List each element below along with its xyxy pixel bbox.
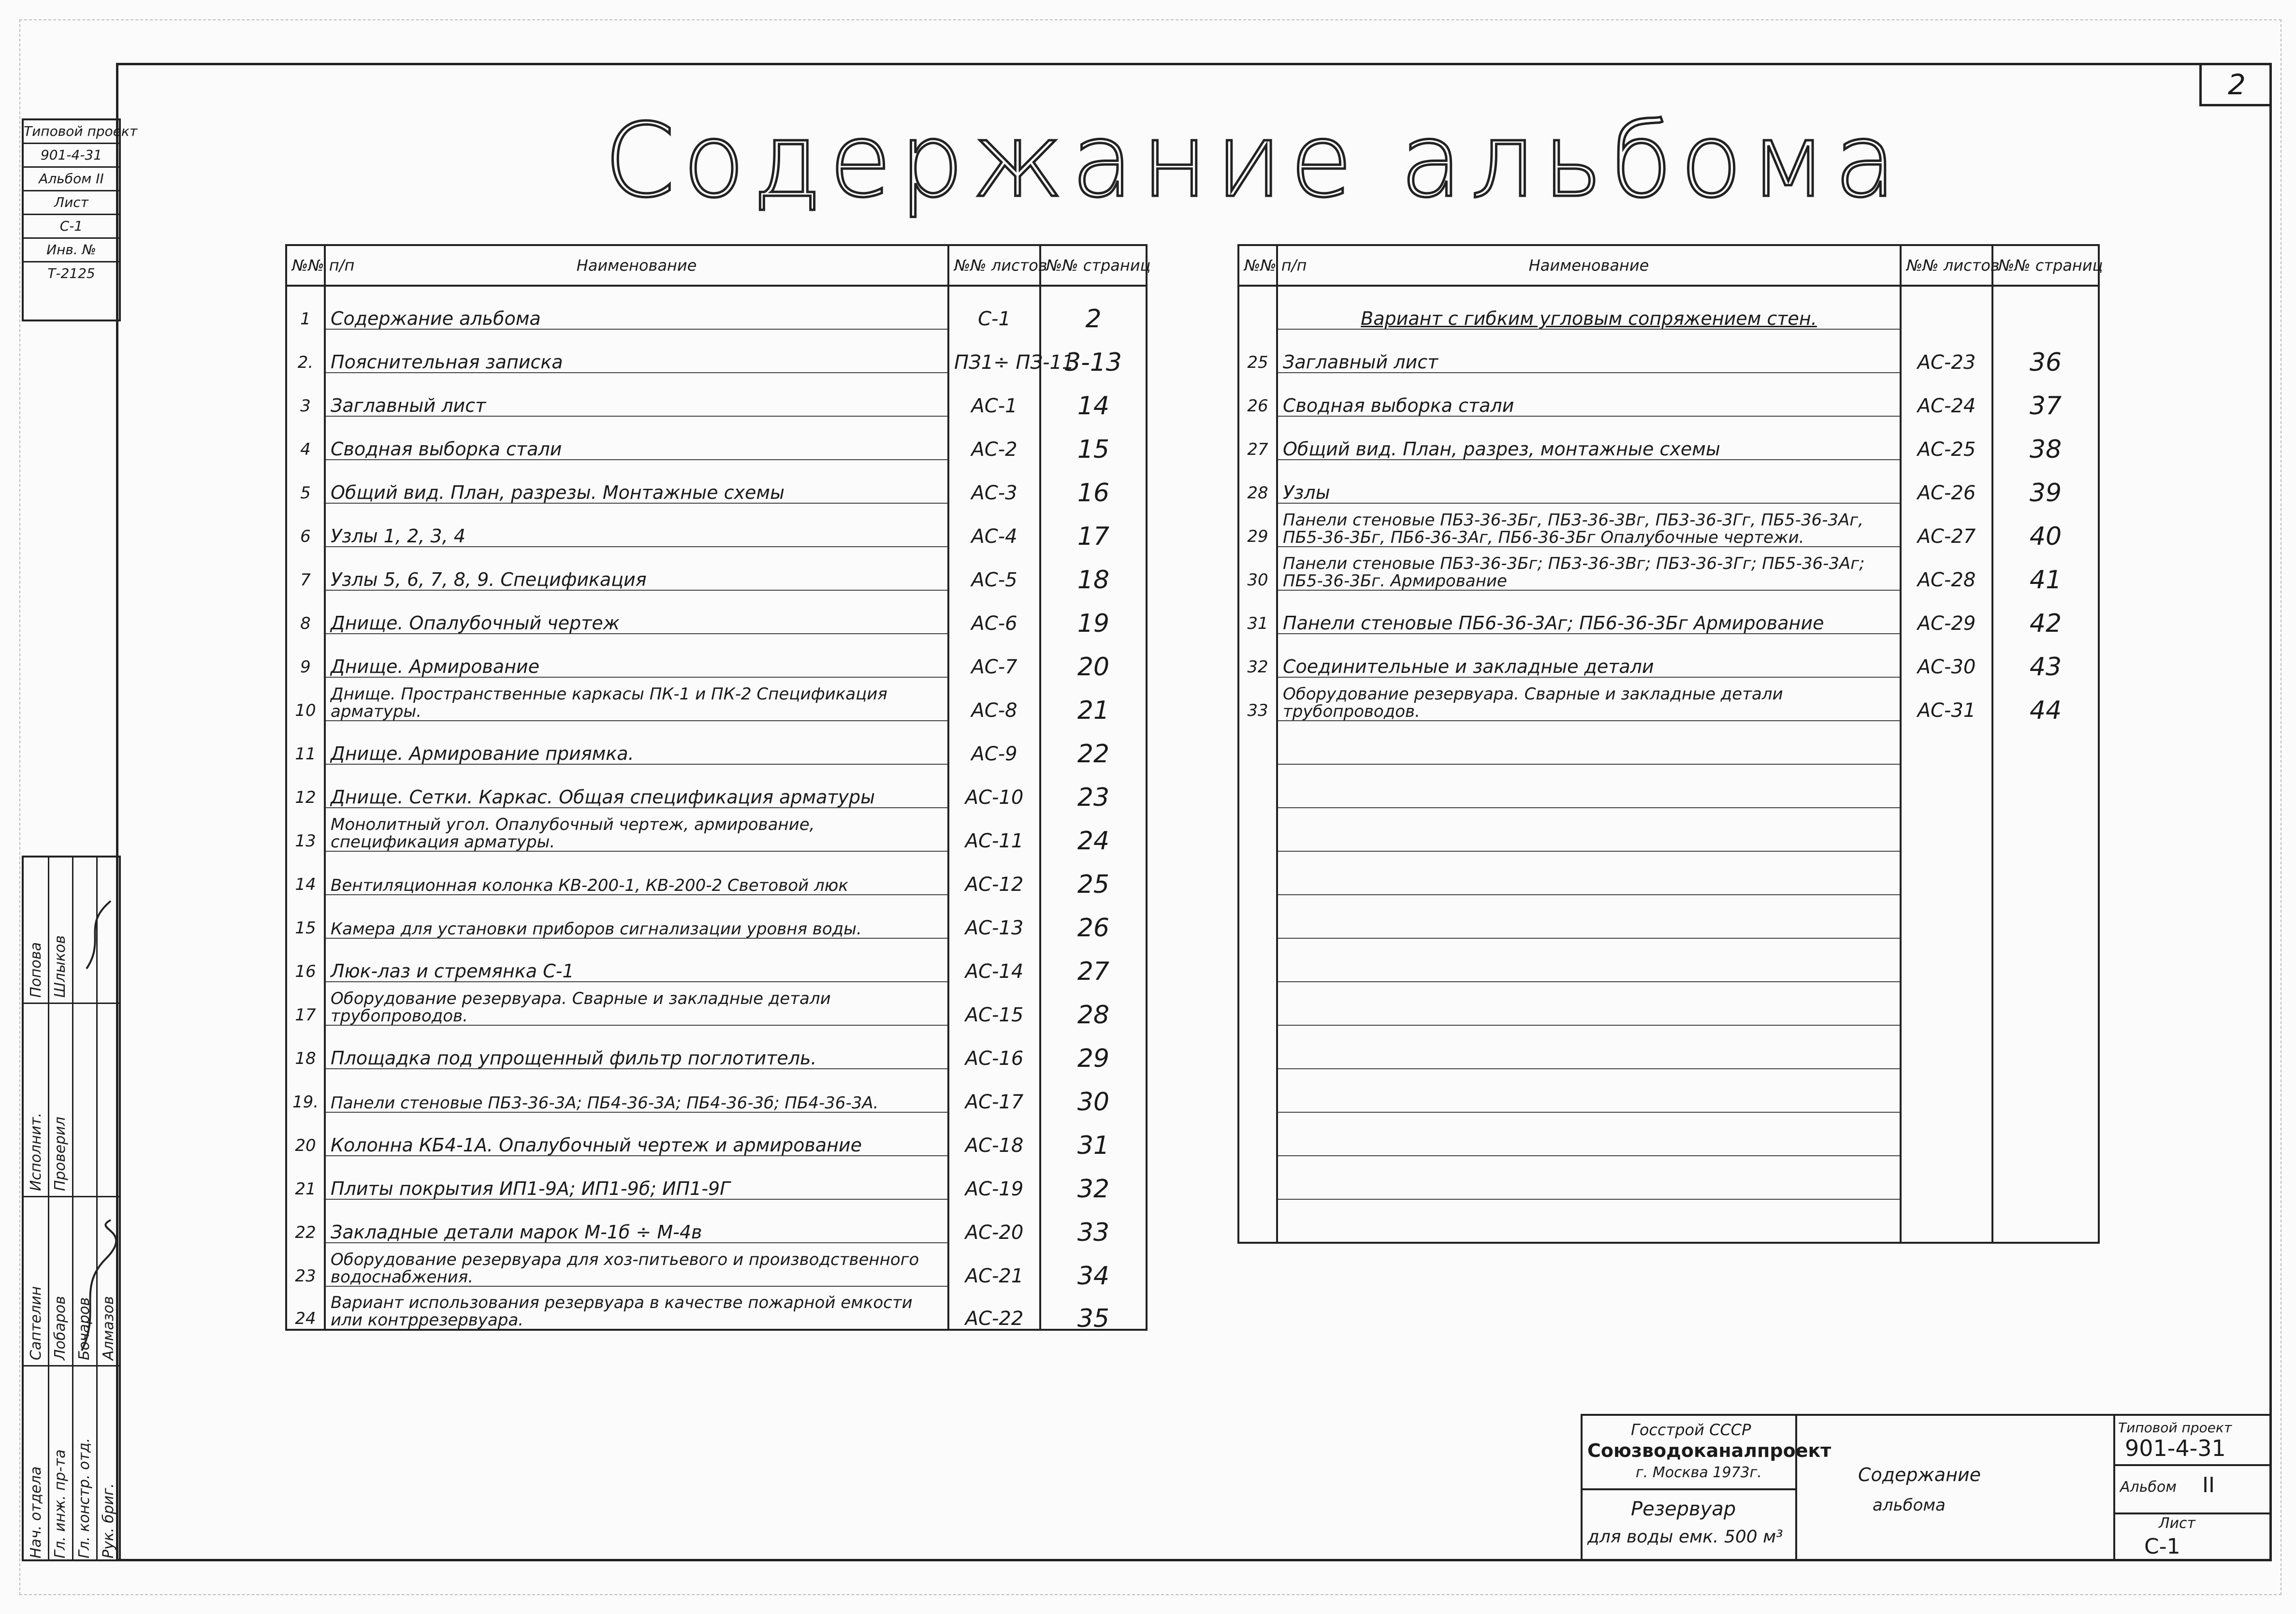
table-row: [1238, 460, 2099, 503]
stamp-name: Бочаров: [76, 1297, 93, 1360]
row-sheet: АС-20: [948, 1199, 1040, 1243]
stamp-line: Типовой проект: [24, 120, 119, 144]
row-number: 7: [286, 547, 325, 590]
table-row: [286, 938, 1147, 982]
object-line: Резервуар: [1631, 1498, 1736, 1520]
row-name: Днище. Армирование: [325, 634, 948, 677]
row-page: 37: [1992, 373, 2099, 416]
empty-row: [1238, 1112, 2099, 1156]
row-sheet: АС-17: [948, 1069, 1040, 1112]
sheet-title: Содержание: [1858, 1464, 1981, 1485]
table-row: [286, 982, 1147, 1025]
table-row: [286, 1025, 1147, 1069]
row-sheet: АС-15: [948, 982, 1040, 1025]
row-name: Заглавный лист: [325, 373, 948, 416]
table-row: [1238, 416, 2099, 460]
row-number: 24: [286, 1286, 325, 1330]
table-row: [286, 286, 1147, 329]
table-row: [286, 851, 1147, 895]
row-number: 12: [286, 764, 325, 808]
row-page: 41: [1992, 547, 2099, 590]
row-page: 23: [1040, 764, 1147, 808]
table-row: [286, 1112, 1147, 1156]
row-sheet: АС-30: [1901, 634, 1992, 677]
empty-row: [1238, 982, 2099, 1025]
stamp-line: Альбом II: [24, 168, 119, 191]
row-page: 34: [1040, 1243, 1147, 1286]
row-name: Днище. Опалубочный чертеж: [325, 590, 948, 634]
stamp-role: Проверил: [52, 1117, 69, 1191]
album-number: II: [2202, 1473, 2215, 1498]
row-name: Днище. Пространственные каркасы ПК-1 и ПК-2 Спецификация арматуры.: [325, 677, 948, 721]
row-page: 20: [1040, 634, 1147, 677]
row-page: 29: [1040, 1025, 1147, 1069]
table-row: [1238, 634, 2099, 677]
row-page: 15: [1040, 416, 1147, 460]
row-sheet: АС-8: [948, 677, 1040, 721]
row-sheet: АС-21: [948, 1243, 1040, 1286]
row-page: 22: [1040, 721, 1147, 764]
row-number: 1: [286, 286, 325, 329]
stamp-top: [22, 118, 138, 321]
header-pages: №№ страниц: [1992, 245, 2099, 286]
signature-image: [72, 1215, 120, 1360]
table-row: [1238, 677, 2099, 721]
row-name: Плиты покрытия ИП1-9А; ИП1-9б; ИП1-9Г: [325, 1156, 948, 1199]
row-name: Соединительные и закладные детали: [1277, 634, 1901, 677]
header-sheets: №№ листов: [1901, 245, 1992, 286]
empty-row: [1238, 1025, 2099, 1069]
stamp-divider: [24, 1003, 119, 1004]
table-row: [286, 1199, 1147, 1243]
row-name: Панели стеновые ПБ6-36-3Аг; ПБ6-36-3Бг Армирование: [1277, 590, 1901, 634]
row-number: 3: [286, 373, 325, 416]
empty-row: [1238, 1199, 2099, 1243]
row-name: Узлы: [1277, 460, 1901, 503]
header-num: №№ п/п: [286, 245, 325, 286]
row-name: Закладные детали марок М-1б ÷ М-4в: [325, 1199, 948, 1243]
row-sheet: АС-11: [948, 808, 1040, 851]
stamp-line: Т-2125: [47, 265, 95, 281]
row-name: Пояснительная записка: [325, 329, 948, 373]
stamp-name: Лобаров: [52, 1296, 69, 1360]
row-page: 32: [1040, 1156, 1147, 1199]
row-page: 31: [1040, 1112, 1147, 1156]
row-page: 2: [1040, 286, 1147, 329]
stamp-divider: [24, 1365, 119, 1367]
list-value: С-1: [2144, 1534, 2180, 1559]
header-sheets: №№ листов: [948, 245, 1040, 286]
row-name: Оборудование резервуара. Сварные и закладные детали трубопроводов.: [1277, 677, 1901, 721]
row-number: 32: [1238, 634, 1277, 677]
row-name: Заглавный лист: [1277, 329, 1901, 373]
row-sheet: АС-3: [948, 460, 1040, 503]
row-page: 42: [1992, 590, 2099, 634]
table-row: [1238, 503, 2099, 547]
row-sheet: АС-26: [1901, 460, 1992, 503]
row-sheet: АС-13: [948, 895, 1040, 938]
row-sheet: АС-23: [1901, 329, 1992, 373]
row-page: 16: [1040, 460, 1147, 503]
stamp-role: Гл. констр. отд.: [76, 1438, 93, 1558]
row-sheet: АС-18: [948, 1112, 1040, 1156]
stamp-name: Саптелин: [28, 1286, 44, 1360]
row-sheet: АС-1: [948, 373, 1040, 416]
header-name: Наименование: [1277, 245, 1901, 286]
row-sheet: С-1: [948, 286, 1040, 329]
row-number: 23: [286, 1243, 325, 1286]
row-name: Вариант использования резервуара в качестве пожарной емкости или контррезервуара.: [325, 1286, 948, 1330]
table-row: [1238, 286, 2099, 329]
row-name: Колонна КБ4-1А. Опалубочный чертеж и армирование: [325, 1112, 948, 1156]
row-name: Камера для установки приборов сигнализации уровня воды.: [325, 895, 948, 938]
row-page: 38: [1992, 416, 2099, 460]
row-number: 31: [1238, 590, 1277, 634]
row-sheet: АС-5: [948, 547, 1040, 590]
row-number: 28: [1238, 460, 1277, 503]
row-page: 27: [1040, 938, 1147, 982]
row-sheet: ПЗ1÷ ПЗ-11: [948, 329, 1040, 373]
stamp-name: Алмазов: [100, 1296, 117, 1360]
row-number: 6: [286, 503, 325, 547]
row-page: 35: [1040, 1286, 1147, 1330]
row-name: Сводная выборка стали: [325, 416, 948, 460]
row-page: 17: [1040, 503, 1147, 547]
row-name: Панели стеновые ПБ3-36-3Бг, ПБ3-36-3Вг, ПБ3-36-3Гг, ПБ5-36-3Аг, ПБ5-36-3Бг, ПБ6-36-3Аг, ПБ6-36-3Бг Опалубочные чертежи.: [1277, 503, 1901, 547]
empty-row: [1238, 1069, 2099, 1112]
row-page: 36: [1992, 329, 2099, 373]
table-row: [286, 460, 1147, 503]
row-number: 19.: [286, 1069, 325, 1112]
row-page: 33: [1040, 1199, 1147, 1243]
table-row: [286, 1243, 1147, 1286]
row-page: 39: [1992, 460, 2099, 503]
stamp-line: С-1: [24, 215, 119, 239]
project-label: Типовой проект: [2118, 1420, 2232, 1436]
row-page: 25: [1040, 851, 1147, 895]
row-number: 30: [1238, 547, 1277, 590]
row-page: 21: [1040, 677, 1147, 721]
sheet-title: альбома: [1873, 1496, 1946, 1515]
stamp-side: [22, 856, 121, 1561]
table-row: [286, 808, 1147, 851]
row-number: 5: [286, 460, 325, 503]
table-row: [286, 634, 1147, 677]
table-row: [1238, 373, 2099, 416]
empty-row: [1238, 851, 2099, 895]
row-number: 14: [286, 851, 325, 895]
row-number: 21: [286, 1156, 325, 1199]
title-block-org: [1583, 1416, 1831, 1559]
row-sheet: АС-12: [948, 851, 1040, 895]
table-row: [286, 895, 1147, 938]
row-page: 43: [1992, 634, 2099, 677]
contents-table-right: [1237, 244, 2103, 1244]
row-number: 4: [286, 416, 325, 460]
row-number: 13: [286, 808, 325, 851]
row-sheet: АС-2: [948, 416, 1040, 460]
row-name: Узлы 5, 6, 7, 8, 9. Спецификация: [325, 547, 948, 590]
row-number: 22: [286, 1199, 325, 1243]
row-number: 25: [1238, 329, 1277, 373]
row-page: 28: [1040, 982, 1147, 1025]
stamp-line: Лист: [24, 191, 119, 215]
title-block-project: [2113, 1416, 2270, 1559]
row-name: Оборудование резервуара для хоз-питьевого и производственного водоснабжения.: [325, 1243, 948, 1286]
empty-row: [1238, 1156, 2099, 1199]
header-num: №№ п/п: [1238, 245, 1277, 286]
row-name: Площадка под упрощенный фильтр поглотитель.: [325, 1025, 948, 1069]
empty-row: [1238, 721, 2099, 764]
row-number: 18: [286, 1025, 325, 1069]
org-line: Госстрой СССР: [1631, 1421, 1751, 1439]
empty-row: [1238, 938, 2099, 982]
row-name: Панели стеновые ПБ3-36-3Бг; ПБ3-36-3Вг; ПБ3-36-3Гг; ПБ5-36-3Аг; ПБ5-36-3Бг. Армирование: [1277, 547, 1901, 590]
row-page: 3-13: [1040, 329, 1147, 373]
row-sheet: АС-14: [948, 938, 1040, 982]
list-label: Лист: [2159, 1515, 2196, 1532]
signature-image: [72, 882, 120, 978]
row-number: 15: [286, 895, 325, 938]
row-name: Днище. Сетки. Каркас. Общая спецификация арматуры: [325, 764, 948, 808]
row-sheet: АС-9: [948, 721, 1040, 764]
row-sheet: АС-24: [1901, 373, 1992, 416]
album-label: Альбом: [2120, 1479, 2177, 1496]
row-number: 33: [1238, 677, 1277, 721]
contents-table-left: [285, 244, 1151, 1333]
empty-row: [1238, 764, 2099, 808]
row-sheet: АС-6: [948, 590, 1040, 634]
row-sheet: АС-29: [1901, 590, 1992, 634]
row-number: 8: [286, 590, 325, 634]
table-row: [286, 590, 1147, 634]
stamp-line: 901-4-31: [24, 144, 119, 168]
table-row: [286, 503, 1147, 547]
section-subtitle: Вариант с гибким угловым сопряжением стен.: [1277, 286, 1901, 329]
header-pages: №№ страниц: [1040, 245, 1147, 286]
row-sheet: АС-16: [948, 1025, 1040, 1069]
table-row: [1238, 590, 2099, 634]
table-row: [286, 547, 1147, 590]
row-page: 44: [1992, 677, 2099, 721]
table-row: [286, 373, 1147, 416]
empty-row: [1238, 808, 2099, 851]
row-sheet: АС-10: [948, 764, 1040, 808]
table-row: [286, 416, 1147, 460]
row-sheet: АС-19: [948, 1156, 1040, 1199]
row-name: Содержание альбома: [325, 286, 948, 329]
table-row: [1238, 329, 2099, 373]
row-name: Панели стеновые ПБ3-36-3А; ПБ4-36-3А; ПБ4-36-3б; ПБ4-36-3А.: [325, 1069, 948, 1112]
table-row: [286, 721, 1147, 764]
project-code: 901-4-31: [2125, 1435, 2226, 1461]
row-number: 9: [286, 634, 325, 677]
table-row: [1238, 547, 2099, 590]
row-name: Общий вид. План, разрез, монтажные схемы: [1277, 416, 1901, 460]
row-sheet: АС-22: [948, 1286, 1040, 1330]
row-number: 16: [286, 938, 325, 982]
row-page: 19: [1040, 590, 1147, 634]
stamp-line: Инв. №: [24, 239, 119, 262]
stamp-divider: [48, 858, 49, 1559]
org-line: г. Москва 1973г.: [1636, 1464, 1762, 1481]
row-page: 18: [1040, 547, 1147, 590]
row-number: 26: [1238, 373, 1277, 416]
table-row: [286, 1069, 1147, 1112]
stamp-role: Нач. отдела: [28, 1466, 44, 1558]
row-sheet: АС-7: [948, 634, 1040, 677]
table-row: [286, 1286, 1147, 1330]
row-name: Люк-лаз и стремянка С-1: [325, 938, 948, 982]
stamp-role: Рук. бриг.: [100, 1483, 117, 1558]
row-name: Сводная выборка стали: [1277, 373, 1901, 416]
stamp-role: Гл. инж. пр-та: [52, 1449, 69, 1558]
row-page: 24: [1040, 808, 1147, 851]
row-sheet: АС-4: [948, 503, 1040, 547]
row-sheet: АС-25: [1901, 416, 1992, 460]
row-page: 14: [1040, 373, 1147, 416]
row-number: 10: [286, 677, 325, 721]
row-name: Узлы 1, 2, 3, 4: [325, 503, 948, 547]
stamp-name: Попова: [28, 942, 44, 998]
table-row: [286, 677, 1147, 721]
row-name: Общий вид. План, разрезы. Монтажные схемы: [325, 460, 948, 503]
row-name: Оборудование резервуара. Сварные и закладные детали трубопроводов.: [325, 982, 948, 1025]
empty-row: [1238, 895, 2099, 938]
row-number: 17: [286, 982, 325, 1025]
stamp-divider: [24, 1196, 119, 1197]
table-row: [286, 329, 1147, 373]
stamp-role: Исполнит.: [28, 1112, 44, 1191]
stamp-name: Шлыков: [52, 935, 69, 998]
row-number: 11: [286, 721, 325, 764]
row-number: 29: [1238, 503, 1277, 547]
row-sheet: АС-27: [1901, 503, 1992, 547]
row-sheet: АС-28: [1901, 547, 1992, 590]
table-row: [286, 764, 1147, 808]
row-name: Вентиляционная колонка КВ-200-1, КВ-200-2 Световой люк: [325, 851, 948, 895]
row-number: 27: [1238, 416, 1277, 460]
row-page: 40: [1992, 503, 2099, 547]
row-number: 2.: [286, 329, 325, 373]
row-name: Днище. Армирование приямка.: [325, 721, 948, 764]
row-page: 30: [1040, 1069, 1147, 1112]
row-page: 26: [1040, 895, 1147, 938]
object-line: для воды емк. 500 м³: [1587, 1527, 1783, 1547]
header-name: Наименование: [325, 245, 948, 286]
row-number: 20: [286, 1112, 325, 1156]
title-block: [1581, 1414, 2272, 1561]
sheet-number: 2: [2199, 63, 2272, 106]
page-title: Содержание альбома: [604, 102, 1904, 220]
row-name: Монолитный угол. Опалубочный чертеж, армирование, спецификация арматуры.: [325, 808, 948, 851]
org-line: Союзводоканалпроект: [1587, 1440, 1831, 1461]
row-sheet: АС-31: [1901, 677, 1992, 721]
table-row: [286, 1156, 1147, 1199]
